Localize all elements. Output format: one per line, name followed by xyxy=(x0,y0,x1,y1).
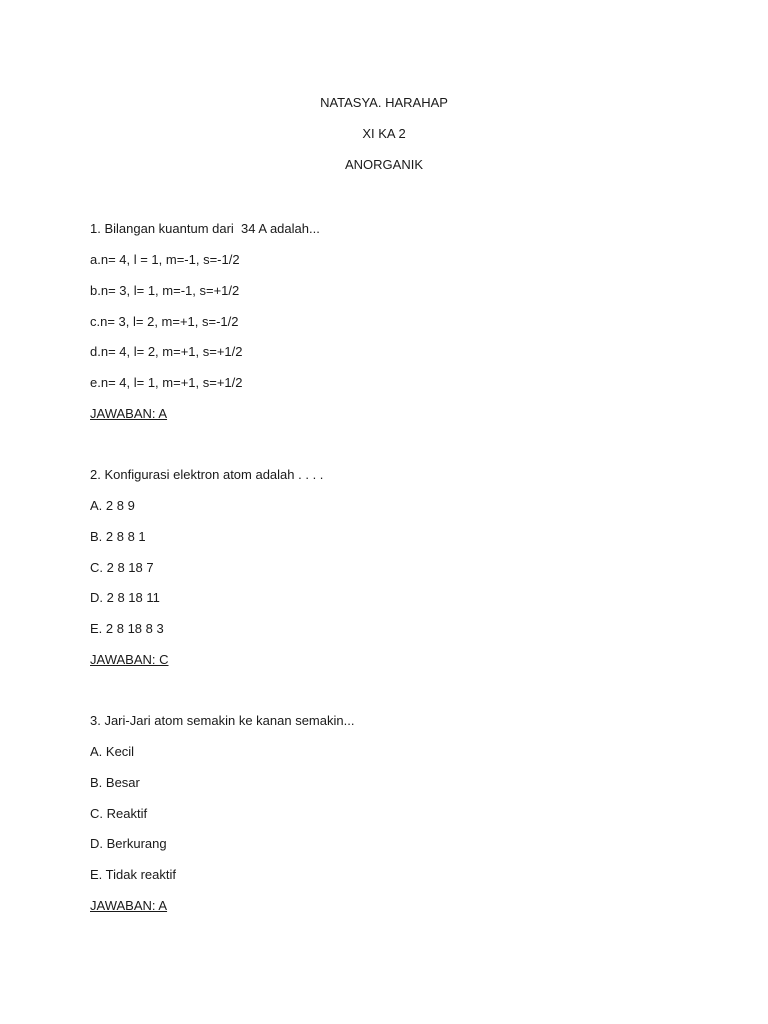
question-1-option-a: a.n= 4, l = 1, m=-1, s=-1/2 xyxy=(90,252,240,267)
question-2-option-c: C. 2 8 18 7 xyxy=(90,560,154,575)
question-2-option-e: E. 2 8 18 8 3 xyxy=(90,621,164,636)
question-1-option-b: b.n= 3, l= 1, m=-1, s=+1/2 xyxy=(90,283,240,298)
question-1-answer: JAWABAN: A xyxy=(90,406,168,421)
question-3-option-c: C. Reaktif xyxy=(90,806,148,821)
question-2-prompt: 2. Konfigurasi elektron atom adalah . . . . xyxy=(90,467,324,482)
student-class: XI KA 2 xyxy=(362,126,406,141)
question-2-option-a: A. 2 8 9 xyxy=(90,498,135,513)
question-3-option-d: D. Berkurang xyxy=(90,836,167,851)
question-2-option-b: B. 2 8 8 1 xyxy=(90,529,146,544)
question-3-answer: JAWABAN: A xyxy=(90,898,168,913)
question-3-prompt: 3. Jari-Jari atom semakin ke kanan semakin... xyxy=(90,713,355,728)
question-1-option-c: c.n= 3, l= 2, m=+1, s=-1/2 xyxy=(90,314,239,329)
question-1-option-d: d.n= 4, l= 2, m=+1, s=+1/2 xyxy=(90,344,243,359)
question-3-option-a: A. Kecil xyxy=(90,744,135,759)
question-1-prompt: 1. Bilangan kuantum dari 34 A adalah... xyxy=(90,221,320,236)
student-name: NATASYA. HARAHAP xyxy=(320,95,448,110)
question-2-answer: JAWABAN: C xyxy=(90,652,169,667)
question-3-option-b: B. Besar xyxy=(90,775,140,790)
question-3-option-e: E. Tidak reaktif xyxy=(90,867,176,882)
question-2-option-d: D. 2 8 18 11 xyxy=(90,590,160,605)
subject-title: ANORGANIK xyxy=(344,157,423,172)
question-1-option-e: e.n= 4, l= 1, m=+1, s=+1/2 xyxy=(90,375,243,390)
